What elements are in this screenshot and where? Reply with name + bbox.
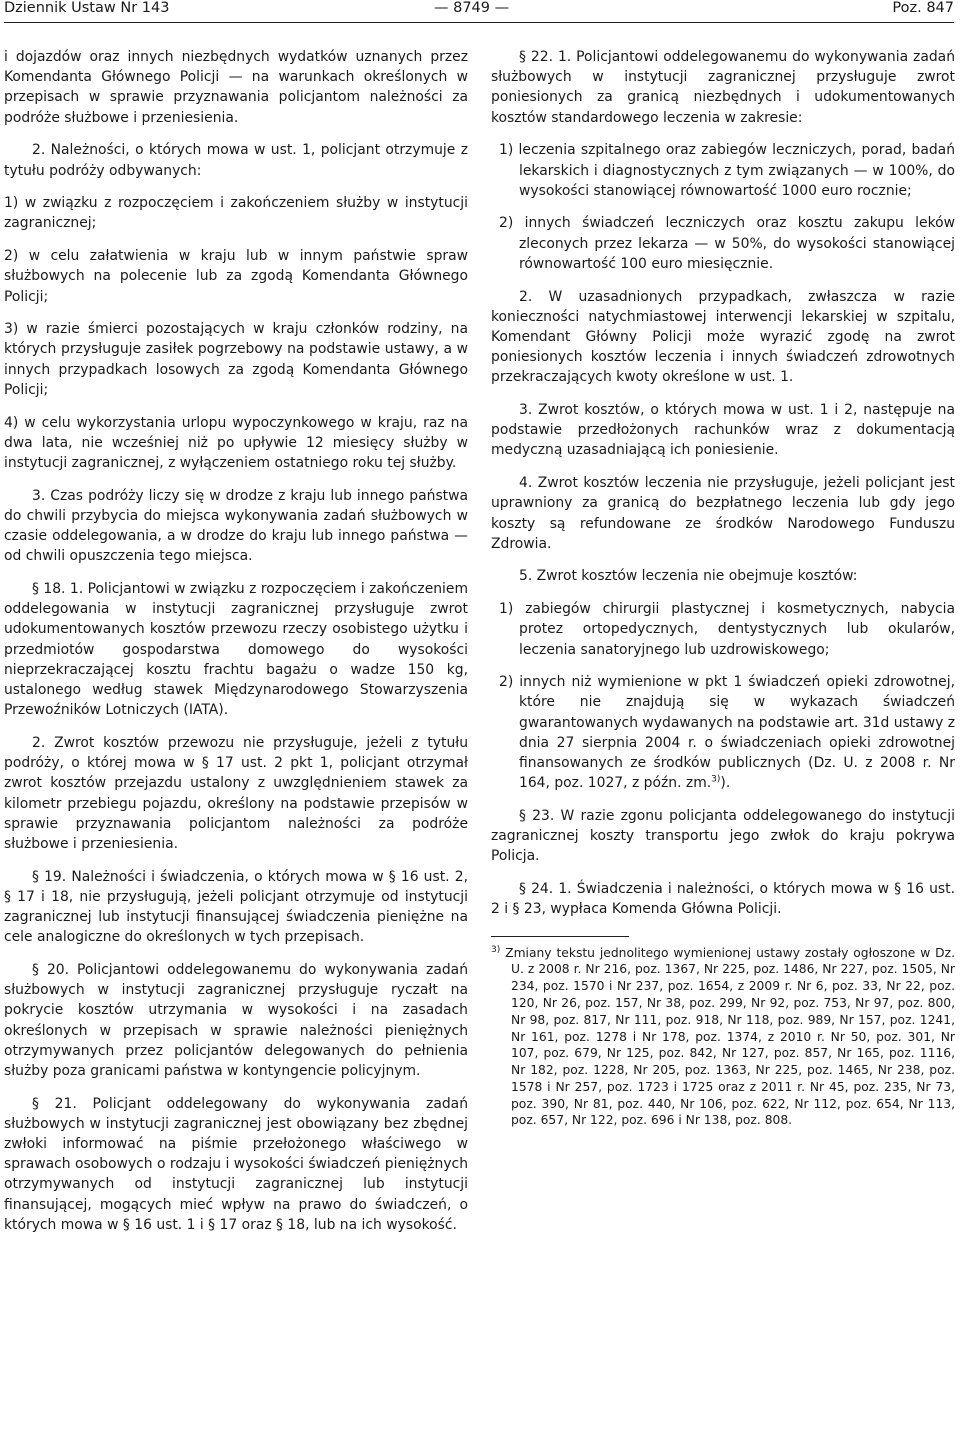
paragraph: 2. W uzasadnionych przypadkach, zwłaszcza w razie konieczności natychmiastowej interwencji lekarskiej w szpitalu, Komendant Główny Policji może wyrazić zgodę na zwrot poniesionych kosztów leczenia i innych świadczeń zdrowotnych przekraczających kwoty określone w ust. 1. — [491, 288, 955, 386]
list-item: 2) innych świadczeń leczniczych oraz kosztu zakupu leków zleconych przez lekarza — w 50%, do wysokości stanowiącej równowartość 100 euro miesięcznie. — [499, 215, 955, 272]
list-item-text: 2) innych niż wymienione w pkt 1 świadczeń opieki zdrowotnej, które nie znajdują się w wykazach świadczeń gwarantowanych wydawanych na podstawie art. 31d ustawy z dnia 27 sierpnia 2004 r. o świadczeniach opieki zdrowotnej finansowanych ze środków publicznych (Dz. U. z 2008 r. Nr 164, poz. 1027, z późn. zm. — [499, 674, 956, 792]
section-19: § 19. Należności i świadczenia, o których mowa w § 16 ust. 2, § 17 i 18, nie przysługują, jeżeli policjant otrzymuje od instytucji zagranicznej lub instytucji finansującej świadczenia pieniężne na cele analogiczne do określonych w tych przepisach. — [4, 868, 468, 946]
section-18: § 18. 1. Policjantowi w związku z rozpoczęciem i zakończeniem oddelegowania w instytucji zagranicznej przysługuje zwrot udokumentowanych kosztów przewozu rzeczy osobistego użytku i przedmiotów gospodarstwa domowego do wysokości nieprzekraczającej kosztu frachtu bagażu o wadze 150 kg, ustalonego według stawek Międzynarodowego Stowarzyszenia Przewoźników Lotniczych (IATA). — [4, 580, 468, 719]
paragraph: 3. Czas podróży liczy się w drodze z kraju lub innego państwa do chwili przybycia do miejsca wykonywania zadań służbowych w czasie oddelegowania, a w drodze do kraju lub innego państwa — od chwili opuszczenia tego miejsca. — [4, 487, 468, 565]
footnote — [491, 945, 955, 1130]
list-item: 2) w celu załatwienia w kraju lub w innym państwie spraw służbowych na polecenie lub za zgodą Komendanta Głównego Policji; — [4, 248, 468, 305]
list-item — [491, 672, 955, 793]
paragraph: i dojazdów oraz innych niezbędnych wydatków uznanych przez Komendanta Głównego Policji — na warunkach określonych w przepisach w sprawie przyznawania policjantom należności za podróże służbowe i przeniesienia. — [4, 49, 468, 126]
paragraph: 5. Zwrot kosztów leczenia nie obejmuje kosztów: — [519, 568, 858, 585]
left-column — [4, 47, 468, 1248]
list-item-tail: ). — [720, 775, 731, 792]
section-20: § 20. Policjantowi oddelegowanemu do wykonywania zadań służbowych w instytucji zagranicznej przysługuje ryczałt na pokrycie kosztów utrzymania w wysokości i na zasadach określonych w przepisach w sprawie należności pieniężnych otrzymywanych przez policjantów delegowanych do pełnienia służby poza granicami państwa w kontyngencie policyjnym. — [4, 961, 468, 1079]
list-item: 4) w celu wykorzystania urlopu wypoczynkowego w kraju, raz na dwa lata, nie wcześniej niż po upływie 12 miesięcy służby w instytucji zagranicznej, z wyłączeniem ostatniego roku tej służby. — [4, 414, 468, 471]
paragraph: 2. Zwrot kosztów przewozu nie przysługuje, jeżeli z tytułu podróży, o której mowa w § 17 ust. 2 pkt 1, policjant otrzymał zwrot kosztów przejazdu ustalony z uwzględnieniem stawek za kilometr przebiegu pojazdu, określony na podstawie przepisów w sprawie przyznawania policjantom należności za podróże służbowe i przeniesienia. — [4, 734, 468, 852]
list-item: 3) w razie śmierci pozostających w kraju członków rodziny, na których przysługuje zasiłek pogrzebowy na podstawie ustawy, a w innych przypadkach losowych za zgodą Komendanta Głównego Policji; — [4, 321, 468, 398]
list-item: 1) leczenia szpitalnego oraz zabiegów leczniczych, porad, badań lekarskich i diagnostycznych z tym związanych — w 100%, do wysokości stanowiącej równowartość 1000 euro rocznie; — [499, 142, 955, 199]
paragraph: 3. Zwrot kosztów, o których mowa w ust. 1 i 2, następuje na podstawie przedłożonych rachunków wraz z dokumentacją medyczną uzasadniającą ich poniesienie. — [491, 402, 955, 459]
section-22: § 22. 1. Policjantowi oddelegowanemu do wykonywania zadań służbowych w instytucji zagranicznej przysługuje zwrot poniesionych za granicą niezbędnych i udokumentowanych kosztów standardowego leczenia w zakresie: — [491, 49, 955, 126]
journal-title: Dziennik Ustaw Nr 143 — [4, 0, 170, 16]
position-number: Poz. 847 — [892, 0, 954, 16]
footnote-text: Zmiany tekstu jednolitego wymienionej ustawy zostały ogłoszone w Dz. U. z 2008 r. Nr 216, poz. 1367, Nr 225, poz. 1486, Nr 227, poz. 1505, Nr 234, poz. 1570 i Nr 237, poz. 1654, z 2009 r. Nr 6, poz. 33, Nr 22, poz. 120, Nr 26, poz. 157, Nr 38, poz. 299, Nr 92, poz. 753, Nr 97, poz. 800, Nr 98, poz. 817, Nr 111, poz. 918, Nr 118, poz. 989, Nr 157, poz. 1241, Nr 161, poz. 1278 i Nr 178, poz. 1374, z 2010 r. Nr 50, poz. 301, Nr 107, poz. 679, Nr 125, poz. 842, Nr 127, poz. 857, Nr 165, poz. 1116, Nr 182, poz. 1228, Nr 205, poz. 1363, Nr 225, poz. 1465, Nr 238, poz. 1578 i Nr 257, poz. 1723 i 1725 oraz z 2011 r. Nr 45, poz. 235, Nr 73, poz. 390, Nr 81, poz. 440, Nr 106, poz. 622, Nr 112, poz. 654, Nr 113, poz. 657, Nr 122, poz. 696 i Nr 138, poz. 808. — [505, 945, 955, 1128]
section-23: § 23. W razie zgonu policjanta oddelegowanego do instytucji zagranicznej koszty transportu jego zwłok do kraju pokrywa Policja. — [491, 808, 955, 865]
page-header — [4, 0, 954, 20]
footnote-reference: 3) — [711, 774, 721, 785]
footnote-rule — [491, 936, 629, 937]
list-item: 1) w związku z rozpoczęciem i zakończeniem służby w instytucji zagranicznej; — [4, 195, 468, 232]
header-rule — [4, 22, 954, 23]
right-column — [491, 47, 955, 1129]
paragraph: 2. Należności, o których mowa w ust. 1, policjant otrzymuje z tytułu podróży odbywanych: — [4, 142, 468, 179]
list-item: 1) zabiegów chirurgii plastycznej i kosmetycznych, nabycia protez ortopedycznych, dentystycznych lub okularów, leczenia sanatoryjnego lub uzdrowiskowego; — [499, 601, 955, 658]
paragraph: 4. Zwrot kosztów leczenia nie przysługuje, jeżeli policjant jest uprawniony za granicą do bezpłatnego leczenia lub gdy jego koszty są refundowane ze środków Narodowego Funduszu Zdrowia. — [491, 475, 955, 552]
footnote-marker: 3) — [491, 944, 501, 955]
page-number: — 8749 — — [434, 0, 510, 16]
section-24: § 24. 1. Świadczenia i należności, o których mowa w § 16 ust. 2 i § 23, wypłaca Komenda Główna Policji. — [491, 881, 955, 918]
section-21: § 21. Policjant oddelegowany do wykonywania zadań służbowych w instytucji zagranicznej jest obowiązany bez zbędnej zwłoki informować na piśmie przełożonego właściwego w sprawach osobowych o rodzaju i wysokości świadczeń pieniężnych otrzymywanych od instytucji zagranicznej lub instytucji finansującej, mogących mieć wpływ na prawo do świadczeń, o których mowa w § 16 ust. 1 i § 17 oraz § 18, lub na ich wysokość. — [4, 1095, 468, 1233]
